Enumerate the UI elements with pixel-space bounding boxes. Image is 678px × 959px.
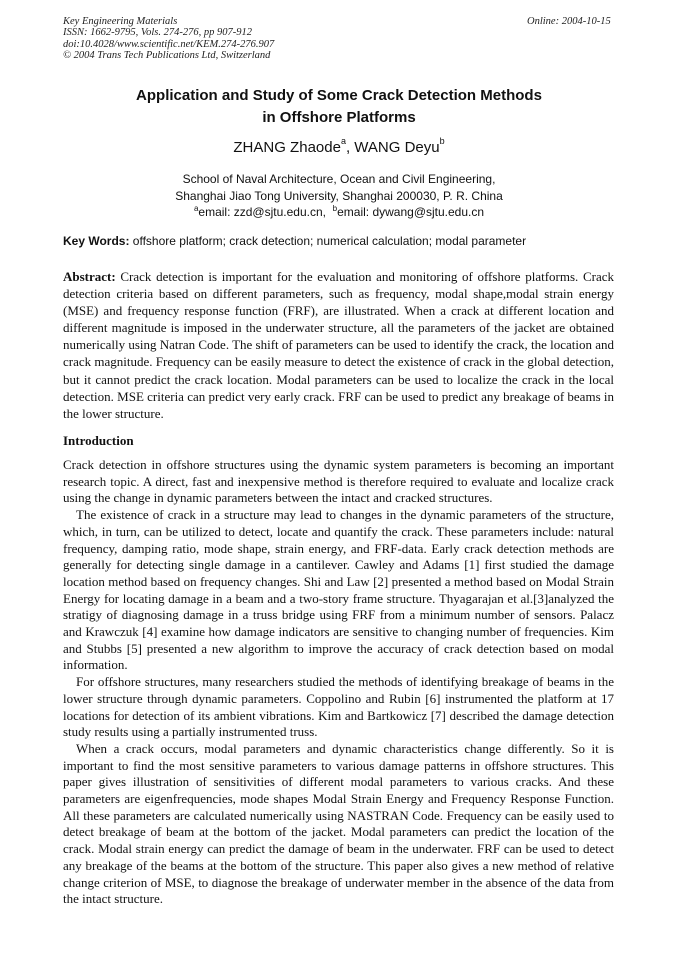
author-name: WANG Deyu xyxy=(354,139,440,156)
author-name: ZHANG Zhaode xyxy=(233,139,341,156)
abstract-text: Crack detection is important for the evaluation and monitoring of offshore platforms. Crack detection criteria based on different parameters, such as frequency, modal shape,modal strain energy (MSE) and frequency response function (FRF), are illustrated. When a crack at different location and different magnitude is imposed in the underwater structure, all the parameters of the jacket are obtained numerically using Natran Code. The shift of parameters can be used to identify the crack, the location and crack magnitude. Frequency can be easily measure to detect the existence of crack in the global detection, but it cannot predict the crack location. Modal parameters can be used to localize the crack in the local detection. MSE criteria can predict very early crack. FRF can be used to predict any breakage of beams in the lower structure. xyxy=(63,269,614,421)
abstract-label: Abstract: xyxy=(63,269,116,284)
intro-paragraph: For offshore structures, many researchers studied the methods of identifying breakage of beams in the lower structure through dynamic parameters. Coppolino and Rubin [6] instrumented the platform at 17 locations for detection of its ambient vibrations. Kim and Bartkowicz [7] described the damage detection study results using a partially instrumented truss. xyxy=(63,674,614,740)
paper-title xyxy=(63,85,615,129)
author-emails xyxy=(63,204,615,221)
author-separator: , xyxy=(345,139,355,156)
email-b: email: dywang@sjtu.edu.cn xyxy=(337,205,485,219)
intro-paragraph: When a crack occurs, modal parameters and dynamic characteristics change differently. So it is important to find the most sensitive parameters to various damage patterns in offshore structures. This paper gives illustration of sensitivities of different modal parameters to various cracks. And these parameters are eigenfrequencies, mode shapes Modal Strain Energy and Frequency Response Function. All these parameters are calculated numerically using NASTRAN Code. Frequency can be easily used to detect breakage of beam at the bottom of the jacket. Modal parameters can predict the location of the crack. Modal strain energy can predict the damage of beam in the underwater. FRF can be used to detect any breakage of the beams at the bottom of the structure. This paper also gives a new method of relative change criterion of MSE, to diagnose the breakage of underwater member in the absence of the data from the intact structure. xyxy=(63,740,614,907)
intro-paragraph: Crack detection in offshore structures using the dynamic system parameters is becoming an important research topic. A direct, fast and inexpensive method is therefore required to evaluate and localize crack using the change in dynamic parameters between the intact and cracked structures. xyxy=(63,457,614,506)
paper-title-line-1: Application and Study of Some Crack Detection Methods xyxy=(136,87,542,104)
journal-doi: doi:10.4028/www.scientific.net/KEM.274-276.907 xyxy=(63,38,275,50)
keywords-text: offshore platform; crack detection; numerical calculation; modal parameter xyxy=(129,234,527,248)
affiliation-line-2: Shanghai Jiao Tong University, Shanghai 200030, P. R. China xyxy=(175,188,503,203)
abstract xyxy=(63,268,614,422)
online-date: Online: 2004-10-15 xyxy=(527,16,611,27)
journal-name: Key Engineering Materials xyxy=(63,16,178,27)
journal-copyright: © 2004 Trans Tech Publications Ltd, Switzerland xyxy=(63,49,271,61)
author-list xyxy=(63,138,615,158)
email-mark: b xyxy=(332,204,338,213)
author-affiliation-mark: b xyxy=(439,136,445,146)
author-affiliation-mark: a xyxy=(340,136,346,146)
journal-issn: ISSN: 1662-9795, Vols. 274-276, pp 907-912 xyxy=(63,27,252,39)
introduction-body xyxy=(63,457,614,908)
section-heading-introduction: Introduction xyxy=(63,433,134,448)
affiliation-line-1: School of Naval Architecture, Ocean and Civil Engineering, xyxy=(182,172,496,186)
email-mark: a xyxy=(193,204,199,213)
keywords-label: Key Words: xyxy=(63,234,130,248)
keywords xyxy=(63,234,619,249)
paper-title-line-2: in Offshore Platforms xyxy=(262,109,416,126)
email-a: email: zzd@sjtu.edu.cn, xyxy=(198,205,326,219)
intro-paragraph: The existence of crack in a structure may lead to changes in the dynamic parameters of the structure, which, in turn, can be utilized to detect, locate and quantify the crack. These parameters include: natural frequency, damping ratio, mode shape, strain energy, and FRF-data. Early crack detection methods are generally for detecting single damage in a cantilever. Cawley and Adams [1] first studied the damage location method based on frequency changes. Shi and Law [2] presented a method based on Modal Strain Energy for locating damage in a beam and a two-story frame structure. Thyagarajan et al.[3]analyzed the stratigy of diagnosing damage in a truss bridge using FRF from a minimum number of sensors. Palacz and Krawczuk [4] examine how damage indicators are sensitive to changing number of frequencies. Kim and Stubbs [5] presented a new algorithm to improve the accuracy of crack detection based on modal information. xyxy=(63,507,614,673)
affiliation xyxy=(63,171,615,221)
